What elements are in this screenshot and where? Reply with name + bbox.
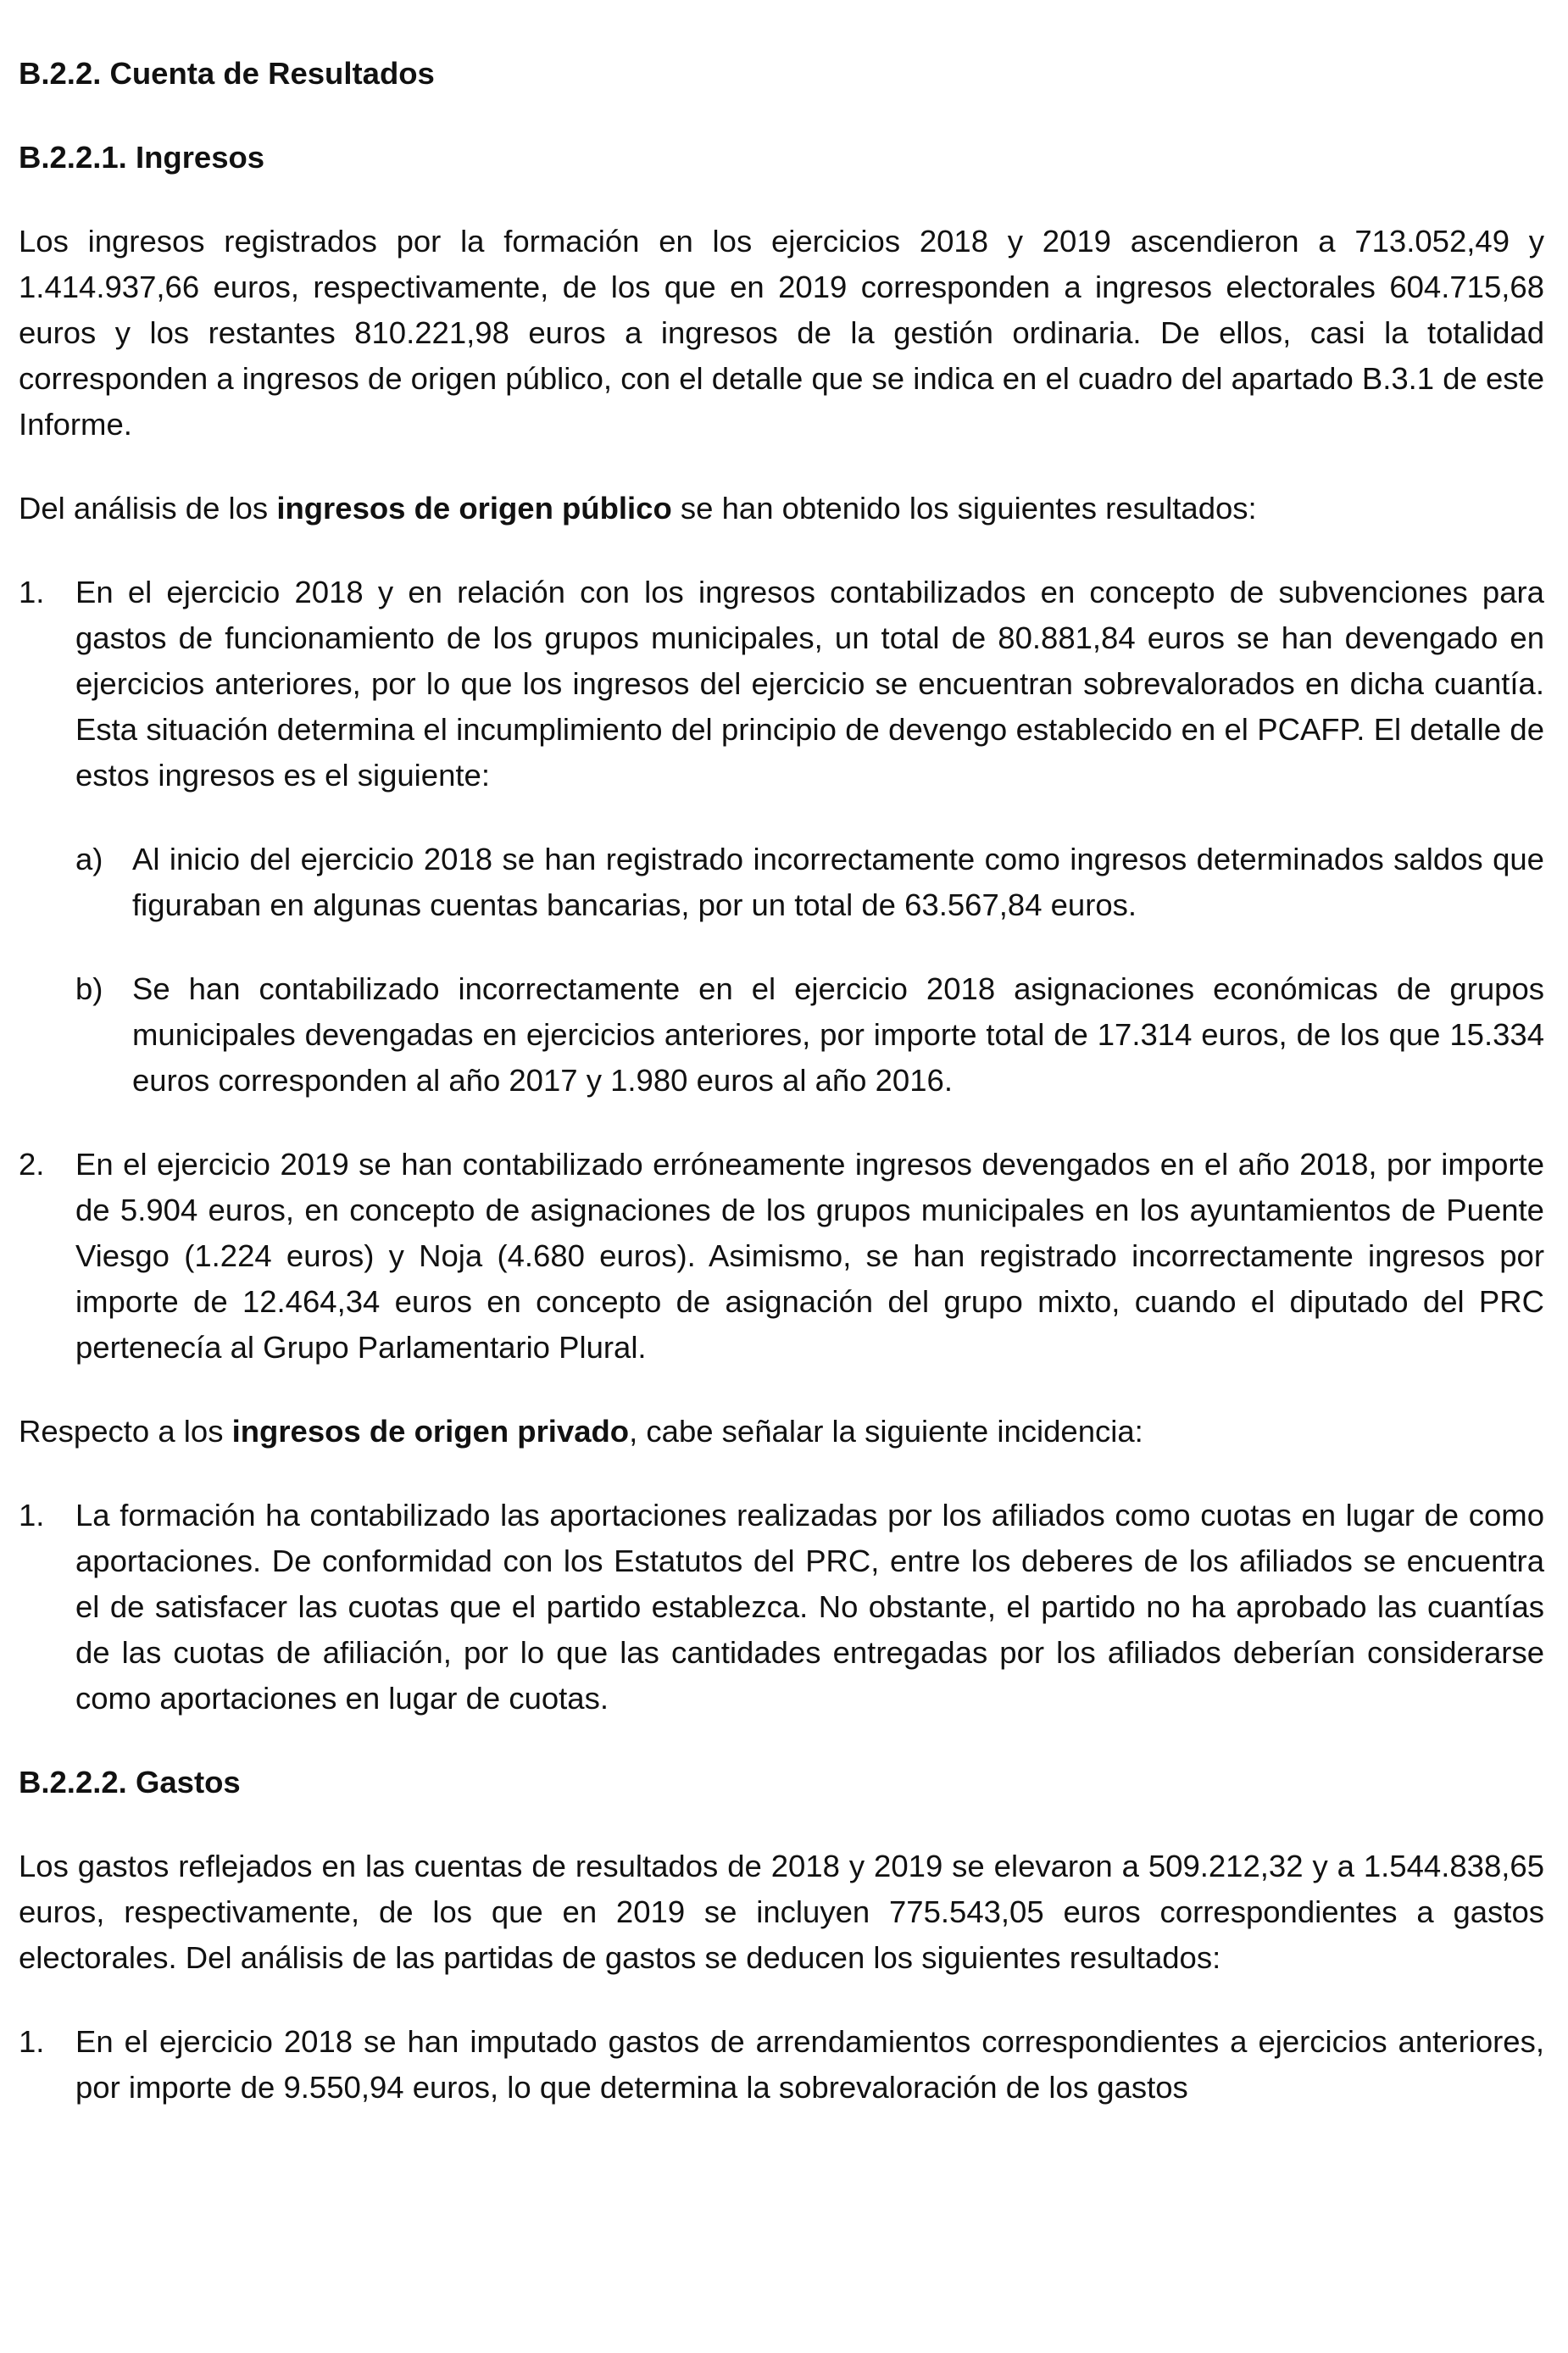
list-item-text: La formación ha contabilizado las aportaciones realizadas por los afiliados como cuotas en lugar de como aportaciones. De conformidad con los Estatutos del PRC, entre los deberes de los afiliados se encuentra el de satisfacer las cuotas que el partido establezca. No obstante, el partido no ha aprobado las cuantías de las cuotas de afiliación, por lo que las cantidades entregadas por los afiliados deberían considerarse como aportaciones en lugar de cuotas.: [75, 1498, 1544, 1716]
section-heading-cuenta-resultados: B.2.2. Cuenta de Resultados: [19, 56, 435, 91]
list-item: [19, 570, 1544, 1104]
intro-text: se han obtenido los siguientes resultados:: [671, 491, 1257, 526]
intro-text: , cabe señalar la siguiente incidencia:: [629, 1414, 1143, 1449]
list-ingresos-privado: [19, 1493, 1544, 1722]
list-item: [19, 2019, 1544, 2111]
paragraph-ingresos-summary: Los ingresos registrados por la formación en los ejercicios 2018 y 2019 ascendieron a 713.052,49 y 1.414.937,66 euros, respectivamente, de los que en 2019 corresponden a ingresos electorales 604.715,68 euros y los restantes 810.221,98 euros a ingresos de la gestión ordinaria. De ellos, casi la totalidad corresponden a ingresos de origen público, con el detalle que se indica en el cuadro del apartado B.3.1 de este Informe.: [19, 224, 1544, 442]
sublist-detalle-ingresos: [75, 837, 1544, 1104]
intro-text: Respecto a los: [19, 1414, 232, 1449]
sublist-letter: b): [75, 971, 103, 1006]
list-number: 1.: [19, 1498, 45, 1533]
intro-text: Del análisis de los: [19, 491, 277, 526]
list-gastos: [19, 2019, 1544, 2111]
list-item-text: En el ejercicio 2018 y en relación con los ingresos contabilizados en concepto de subvenciones para gastos de funcionamiento de los grupos municipales, un total de 80.881,84 euros se han devengado en ejercicios anteriores, por lo que los ingresos del ejercicio se encuentran sobrevalorados en dicha cuantía. Esta situación determina el incumplimiento del principio de devengo establecido en el PCAFP. El detalle de estos ingresos es el siguiente:: [75, 575, 1544, 793]
list-number: 1.: [19, 575, 45, 609]
paragraph-ingresos-privado-intro: [19, 1409, 1544, 1455]
sublist-item: [75, 837, 1544, 928]
bold-term-ingresos-publico: ingresos de origen público: [276, 491, 672, 526]
list-item-text: En el ejercicio 2018 se han imputado gastos de arrendamientos correspondientes a ejercicios anteriores, por importe de 9.550,94 euros, lo que determina la sobrevaloración de los gastos: [75, 2024, 1544, 2105]
sublist-item-text: Al inicio del ejercicio 2018 se han registrado incorrectamente como ingresos determinados saldos que figuraban en algunas cuentas bancarias, por un total de 63.567,84 euros.: [132, 842, 1544, 922]
sublist-letter: a): [75, 842, 103, 876]
document-page: [19, 51, 1544, 2149]
bold-term-ingresos-privado: ingresos de origen privado: [231, 1414, 630, 1449]
subsection-heading-ingresos: B.2.2.1. Ingresos: [19, 140, 265, 175]
paragraph-gastos-summary: Los gastos reflejados en las cuentas de resultados de 2018 y 2019 se elevaron a 509.212,32 y a 1.544.838,65 euros, respectivamente, de los que en 2019 se incluyen 775.543,05 euros correspondientes a gastos electorales. Del análisis de las partidas de gastos se deducen los siguientes resultados:: [19, 1849, 1544, 1975]
list-number: 2.: [19, 1147, 45, 1182]
list-item: [19, 1493, 1544, 1722]
list-item-text: En el ejercicio 2019 se han contabilizado erróneamente ingresos devengados en el año 2018, por importe de 5.904 euros, en concepto de asignaciones de los grupos municipales en los ayuntamientos de Puente Viesgo (1.224 euros) y Noja (4.680 euros). Asimismo, se han registrado incorrectamente ingresos por importe de 12.464,34 euros en concepto de asignación del grupo mixto, cuando el diputado del PRC pertenecía al Grupo Parlamentario Plural.: [75, 1147, 1544, 1365]
list-ingresos-publico: [19, 570, 1544, 1371]
subsection-heading-gastos: B.2.2.2. Gastos: [19, 1765, 241, 1800]
sublist-item-text: Se han contabilizado incorrectamente en el ejercicio 2018 asignaciones económicas de grupos municipales devengadas en ejercicios anteriores, por importe total de 17.314 euros, de los que 15.334 euros corresponden al año 2017 y 1.980 euros al año 2016.: [132, 971, 1544, 1098]
sublist-item: [75, 966, 1544, 1104]
list-item: [19, 1142, 1544, 1371]
list-number: 1.: [19, 2024, 45, 2059]
paragraph-ingresos-publico-intro: [19, 486, 1544, 531]
